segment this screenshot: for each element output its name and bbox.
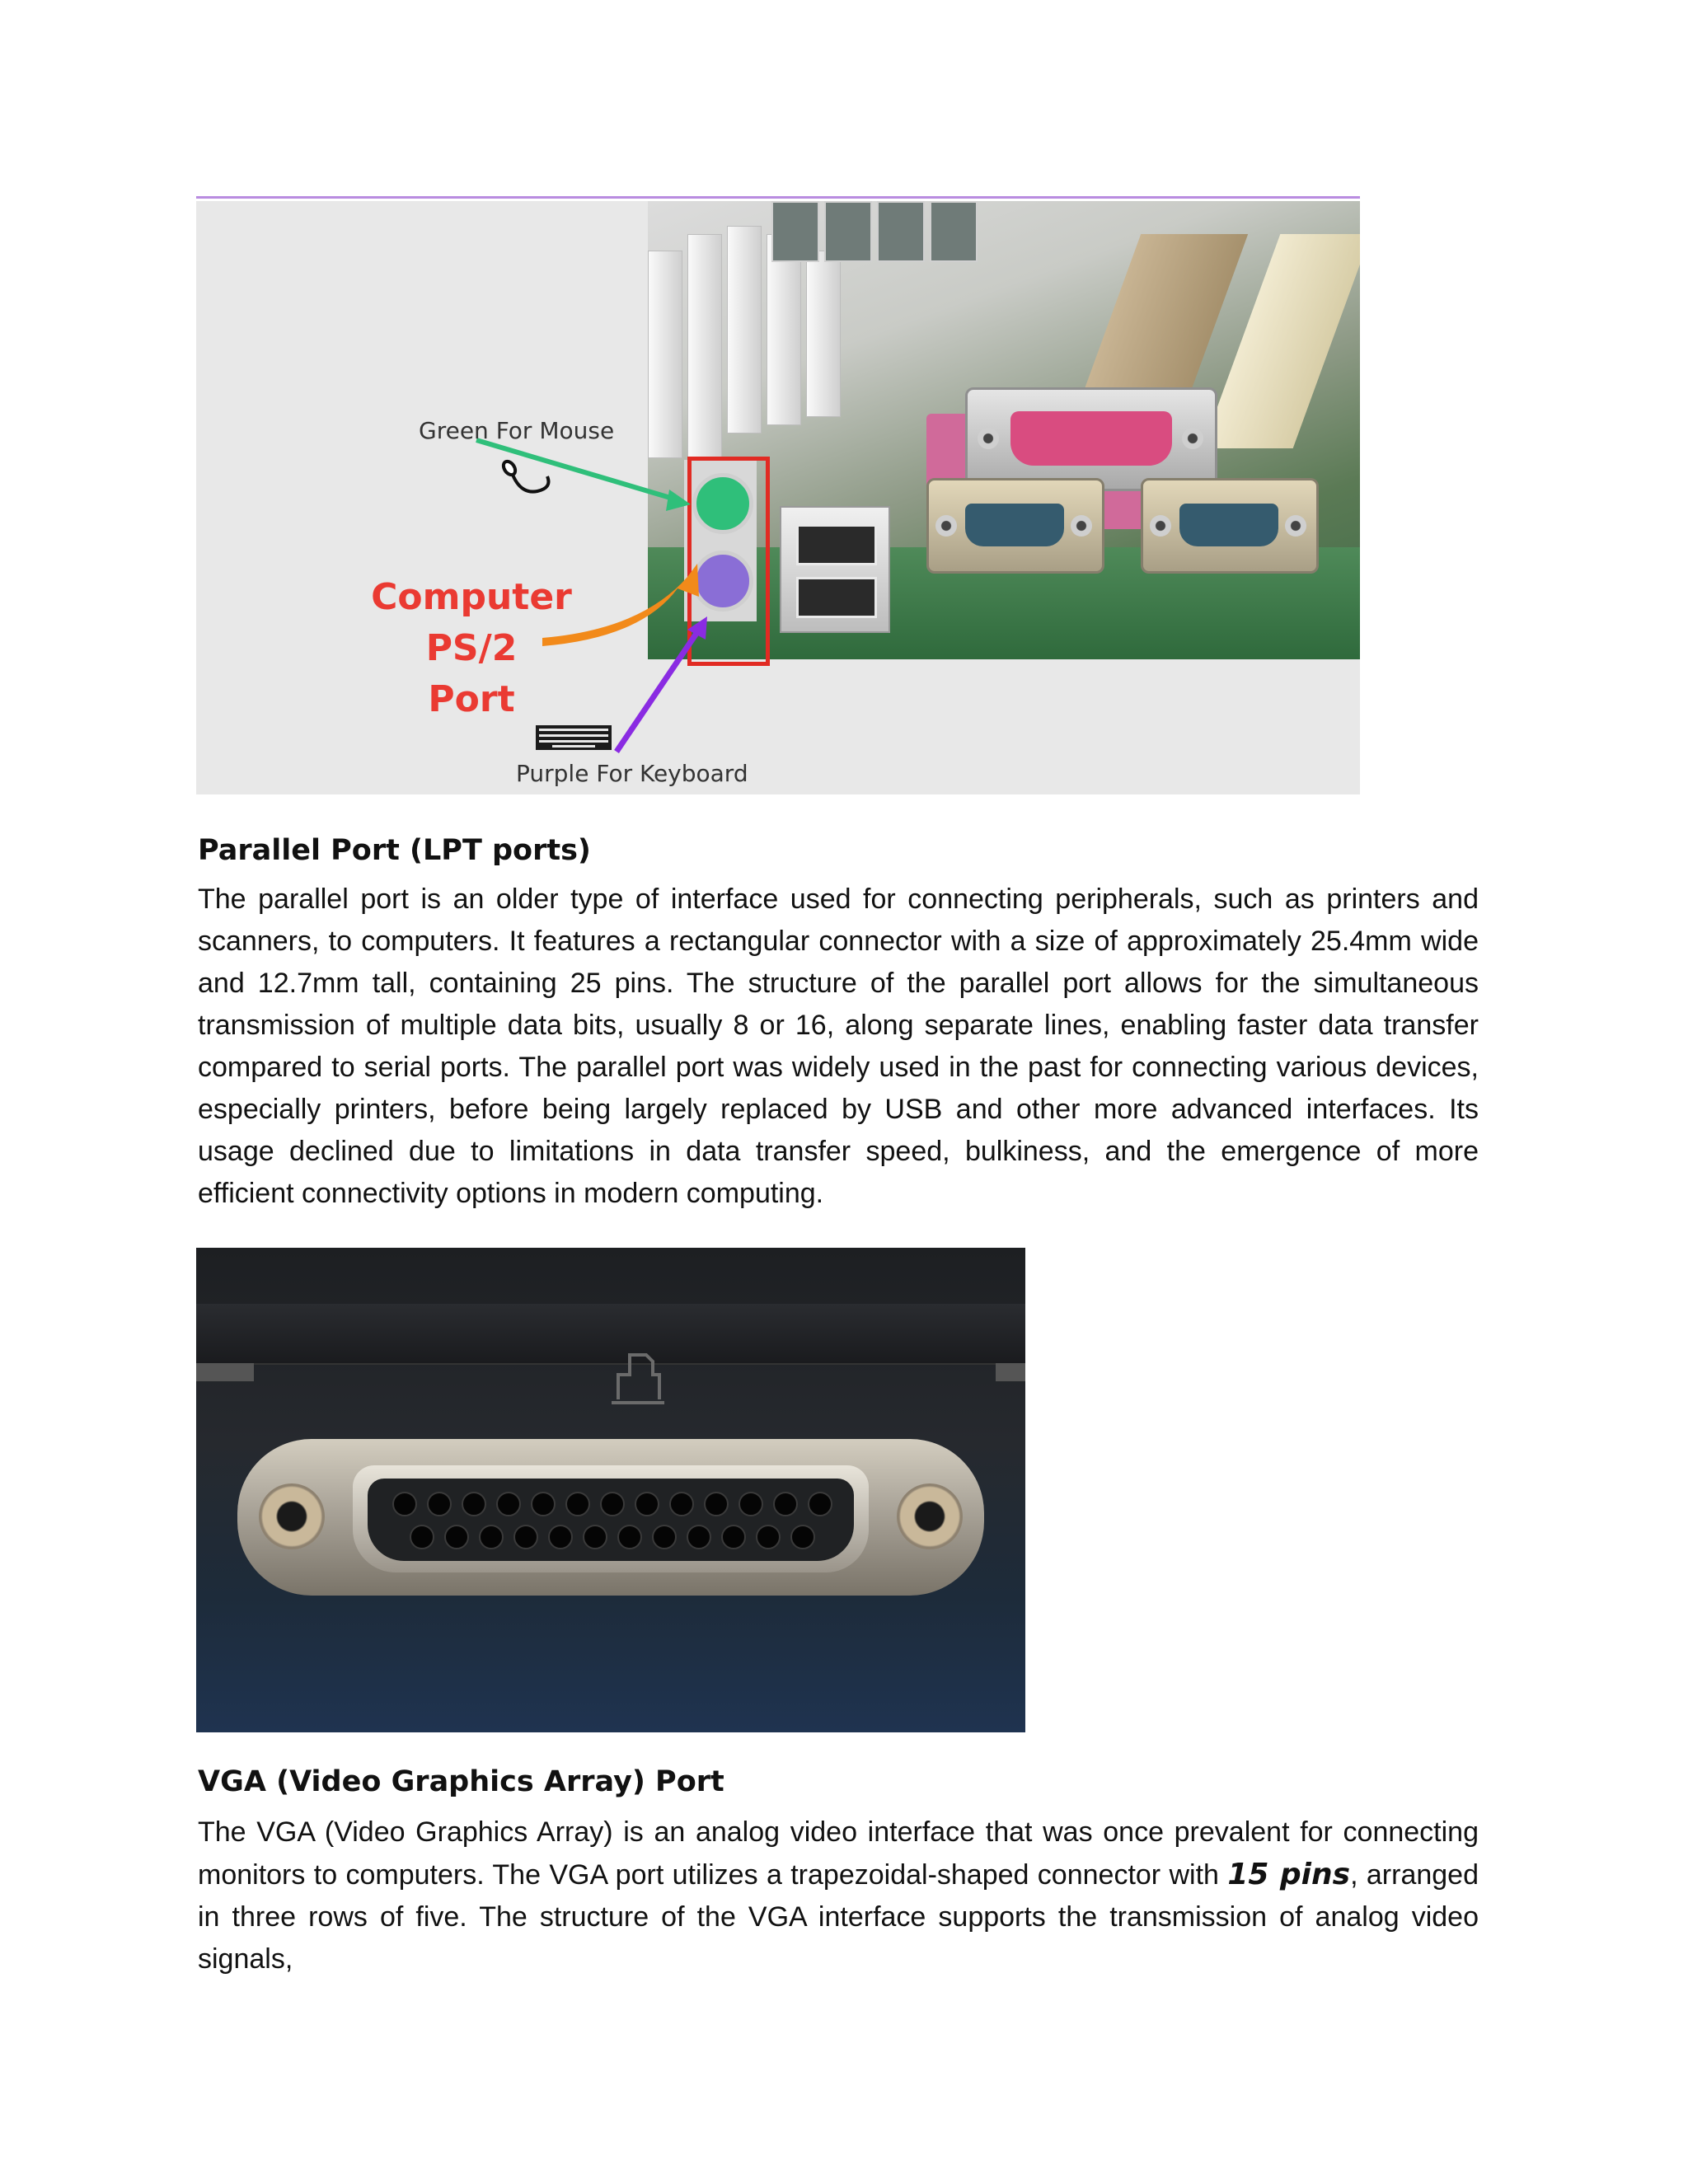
connector-pin bbox=[583, 1525, 607, 1549]
keyboard-arrow bbox=[617, 616, 707, 752]
connector-pin bbox=[496, 1492, 521, 1516]
connector-pin bbox=[617, 1525, 642, 1549]
connector-pin bbox=[513, 1525, 538, 1549]
figure-top-rule bbox=[196, 196, 1360, 199]
parallel-connector-photo bbox=[196, 1248, 1025, 1732]
connector-pin bbox=[756, 1525, 781, 1549]
connector-pin bbox=[773, 1492, 798, 1516]
jack-screw bbox=[897, 1483, 963, 1549]
printer-icon bbox=[608, 1350, 666, 1408]
parallel-port-paragraph: The parallel port is an older type of interface used for connecting peripherals, such as printers and scanners, to computers. It features a rectangular connector with a size of approximately 25.4mm wide and 12.7mm tall, containing 25 pins. The structure of the parallel port allows for the simultaneous transmission of multiple data bits, usually 8 or 16, along separate lines, enabling faster data transfer compared to serial ports. The parallel port was widely used in the past for connecting various devices, especially printers, before being largely replaced by USB and other more advanced interfaces. Its usage declined due to limitations in data transfer speed, bulkiness, and the emergence of more efficient connectivity options in modern computing. bbox=[198, 883, 1479, 1209]
keyboard-label: Purple For Keyboard bbox=[516, 760, 748, 787]
connector-pin bbox=[721, 1525, 746, 1549]
connector-pin bbox=[444, 1525, 469, 1549]
ps2-port-figure bbox=[196, 201, 1360, 794]
connector-pin bbox=[669, 1492, 694, 1516]
vga-port-heading: VGA (Video Graphics Array) Port bbox=[198, 1765, 724, 1798]
connector-pin bbox=[600, 1492, 625, 1516]
connector-pin bbox=[565, 1492, 590, 1516]
ps2-port-label: Computer PS/2 Port bbox=[371, 576, 572, 720]
mouse-label: Green For Mouse bbox=[419, 417, 615, 444]
connector-pin bbox=[479, 1525, 504, 1549]
vga-port-paragraph: The VGA (Video Graphics Array) is an analog video interface that was once prevalent for connecting monitors to computers. The VGA port utilizes a trapezoidal-shaped connector with 15 pins, arranged in three rows of five. The structure of the VGA interface supports the transmission of analog video signals, bbox=[198, 1816, 1479, 1975]
connector-pin bbox=[531, 1492, 556, 1516]
connector-pin bbox=[687, 1525, 711, 1549]
parallel-port-heading: Parallel Port (LPT ports) bbox=[198, 834, 591, 867]
connector-pin bbox=[790, 1525, 815, 1549]
connector-pin bbox=[738, 1492, 763, 1516]
keyboard-icon bbox=[536, 725, 612, 750]
connector-pin bbox=[462, 1492, 486, 1516]
connector-pin bbox=[548, 1525, 573, 1549]
connector-pin bbox=[808, 1492, 832, 1516]
connector-pin bbox=[427, 1492, 452, 1516]
connector-pin bbox=[392, 1492, 417, 1516]
connector-pin bbox=[652, 1525, 677, 1549]
d-sub-25-pin-field bbox=[368, 1479, 854, 1561]
connector-pin bbox=[410, 1525, 434, 1549]
connector-pin bbox=[704, 1492, 729, 1516]
mouse-icon bbox=[501, 459, 549, 491]
vga-pin-count-emphasis: 15 pins bbox=[1227, 1858, 1351, 1891]
connector-pin bbox=[635, 1492, 659, 1516]
jack-screw bbox=[259, 1483, 325, 1549]
